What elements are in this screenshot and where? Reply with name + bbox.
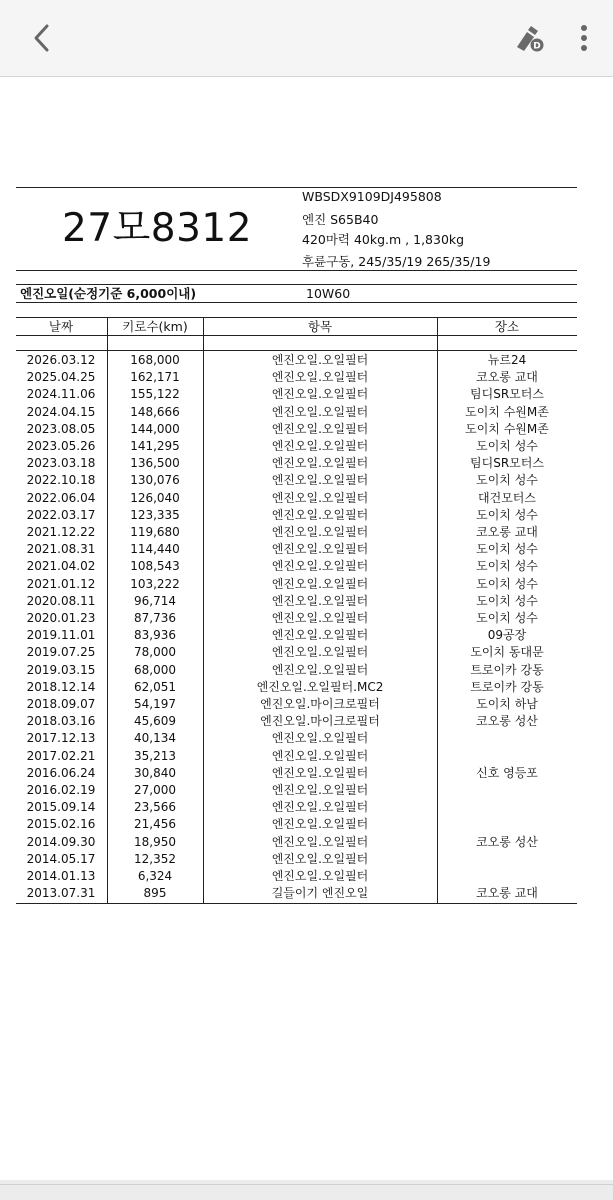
row-item: 엔진오일.오일필터 [271,869,369,883]
row-item: 엔진오일.마이크로필터 [260,697,380,711]
row-item: 엔진오일.오일필터 [271,525,369,539]
row-mileage: 87,736 [134,611,176,625]
row-item: 엔진오일.오일필터 [271,645,369,660]
row-date: 2024.04.15 [26,404,96,419]
row-place: 팀디SR모터스 [470,387,544,402]
table-top-rule [16,317,577,318]
row-place: 트로이카 강동 [470,662,544,677]
row-place: 09공장 [487,628,527,643]
row-item: 엔진오일.오일필터 [271,817,369,832]
row-mileage: 12,352 [134,851,176,866]
row-item: 엔진오일.오일필터 [271,611,369,625]
row-place: 도이치 수원M존 [465,421,549,436]
row-date: 2024.11.06 [26,387,96,402]
row-place: 도이치 동대문 [470,645,544,660]
row-item: 엔진오일.오일필터.MC2 [256,679,384,694]
row-place: 트로이카 강동 [470,679,544,694]
row-place: 도이치 성수 [476,576,538,591]
row-mileage: 27,000 [134,783,176,797]
row-mileage: 114,440 [130,542,180,557]
row-mileage: 162,171 [130,370,180,385]
row-mileage: 103,222 [130,576,180,591]
row-place: 팀디SR모터스 [470,456,544,471]
row-item: 엔진오일.오일필터 [271,456,369,471]
chevron-left-icon [26,20,62,56]
engine-text: 엔진 S65B40 [302,212,379,227]
row-item: 엔진오일.오일필터 [271,353,369,367]
row-item: 엔진오일.오일필터 [271,507,369,522]
oil-spec-value: 10W60 [306,286,351,301]
pen-edit-icon [511,20,547,56]
svg-text:D: D [533,41,541,52]
row-item: 엔진오일.오일필터 [271,593,369,608]
row-date: 2022.03.17 [26,507,96,522]
row-place: 도이치 수원M존 [465,404,549,419]
row-place: 도이치 성수 [476,559,538,574]
row-item: 엔진오일.오일필터 [271,576,369,591]
row-place: 코오롱 교대 [476,370,538,385]
row-item: 엔진오일.오일필터 [271,542,369,557]
row-place: 도이치 성수 [476,439,538,453]
row-mileage: 126,040 [130,490,180,505]
row-mileage: 141,295 [130,439,180,453]
row-date: 2014.09.30 [26,834,96,849]
row-mileage: 18,950 [134,834,176,849]
header-mileage: 키로수(km) [122,319,188,334]
row-place: 뉴르24 [487,353,527,367]
row-date: 2023.03.18 [26,456,96,471]
row-mileage: 62,051 [134,679,176,694]
row-date: 2022.06.04 [26,490,96,505]
row-mileage: 895 [143,886,167,901]
row-date: 2023.08.05 [26,421,96,436]
row-date: 2021.12.22 [26,525,96,539]
row-item: 엔진오일.오일필터 [271,783,369,797]
row-mileage: 30,840 [134,765,176,780]
edit-button[interactable] [511,20,547,56]
row-item: 엔진오일.오일필터 [271,800,369,815]
row-date: 2021.08.31 [26,542,96,557]
row-item: 엔진오일.오일필터 [271,559,369,574]
row-date: 2017.12.13 [26,731,96,746]
vin-text: WBSDX9109DJ495808 [302,189,442,204]
row-date: 2022.10.18 [26,473,96,488]
row-date: 2017.02.21 [26,748,96,763]
row-date: 2021.04.02 [26,559,96,574]
row-item: 엔진오일.오일필터 [271,404,369,419]
header-item: 항목 [307,319,333,334]
row-date: 2021.01.12 [26,576,96,591]
row-date: 2026.03.12 [26,353,96,367]
row-mileage: 23,566 [134,800,176,815]
row-mileage: 45,609 [134,714,176,729]
row-mileage: 136,500 [130,456,180,471]
row-item: 길들이기 엔진오일 [271,886,369,901]
row-mileage: 83,936 [134,628,176,643]
more-options-button[interactable] [570,20,598,56]
row-mileage: 108,543 [130,559,180,574]
row-place: 도이치 성수 [476,611,538,625]
row-place: 코오롱 교대 [476,886,538,901]
row-date: 2016.02.19 [26,783,96,797]
row-mileage: 35,213 [134,748,176,763]
row-date: 2018.09.07 [26,697,96,711]
row-date: 2020.01.23 [26,611,96,625]
row-date: 2013.07.31 [26,886,96,901]
row-item: 엔진오일.오일필터 [271,473,369,488]
row-mileage: 144,000 [130,421,180,436]
header-top-rule [16,187,577,188]
row-place: 도이치 하남 [476,697,538,711]
row-mileage: 78,000 [134,645,176,660]
row-mileage: 155,122 [130,387,180,402]
row-place: 도이치 성수 [476,542,538,557]
row-date: 2023.05.26 [26,439,96,453]
row-place: 대건모터스 [478,490,536,505]
row-date: 2019.03.15 [26,662,96,677]
power-weight-text: 420마력 40kg.m , 1,830kg [302,232,465,247]
row-item: 엔진오일.오일필터 [271,731,369,746]
row-mileage: 40,134 [134,731,176,746]
row-date: 2015.09.14 [26,800,96,815]
row-date: 2025.04.25 [26,370,96,385]
col-divider-1 [107,317,108,903]
row-item: 엔진오일.마이크로필터 [260,714,380,729]
row-item: 엔진오일.오일필터 [271,490,369,505]
row-mileage: 96,714 [134,593,176,608]
row-place: 코오롱 교대 [476,525,538,539]
row-mileage: 119,680 [130,525,180,539]
row-item: 엔진오일.오일필터 [271,370,369,385]
oil-spec-label: 엔진오일(순정기준 6,000이내) [20,286,197,301]
row-mileage: 68,000 [134,662,176,677]
table-blank-row-rule [16,350,577,351]
header-bottom-rule [16,270,577,271]
row-mileage: 6,324 [137,869,173,883]
table-bottom-rule [16,903,577,904]
row-mileage: 54,197 [134,697,176,711]
row-place: 코오롱 성산 [476,714,538,729]
row-place: 도이치 성수 [476,507,538,522]
oil-spec-bottom-rule [16,302,577,303]
row-item: 엔진오일.오일필터 [271,439,369,453]
header-place: 장소 [494,319,520,334]
row-item: 엔진오일.오일필터 [271,765,369,780]
app-bar [0,0,613,77]
license-plate: 27모8312 [61,206,253,251]
row-item: 엔진오일.오일필터 [271,834,369,849]
more-vert-icon [570,20,598,56]
row-mileage: 168,000 [130,353,180,367]
row-item: 엔진오일.오일필터 [271,662,369,677]
row-item: 엔진오일.오일필터 [271,387,369,402]
row-date: 2019.11.01 [26,628,96,643]
table-header-rule [16,335,577,336]
bottom-scroll-area [0,1180,613,1200]
back-button[interactable] [26,20,62,56]
drive-tires-text: 후륜구동, 245/35/19 265/35/19 [302,254,491,269]
row-mileage: 123,335 [130,507,180,522]
row-place: 코오롱 성산 [476,834,538,849]
col-divider-3 [437,317,438,903]
row-place: 도이치 성수 [476,473,538,488]
row-date: 2015.02.16 [26,817,96,832]
row-item: 엔진오일.오일필터 [271,851,369,866]
row-mileage: 130,076 [130,473,180,488]
row-date: 2014.01.13 [26,869,96,883]
row-item: 엔진오일.오일필터 [271,421,369,436]
row-date: 2019.07.25 [26,645,96,660]
row-item: 엔진오일.오일필터 [271,748,369,763]
row-place: 도이치 성수 [476,593,538,608]
row-date: 2018.03.16 [26,714,96,729]
header-date: 날짜 [48,319,74,334]
row-mileage: 21,456 [134,817,176,832]
col-divider-2 [203,317,204,903]
row-mileage: 148,666 [130,404,180,419]
row-date: 2014.05.17 [26,851,96,866]
row-item: 엔진오일.오일필터 [271,628,369,643]
row-date: 2016.06.24 [26,765,96,780]
row-place: 신호 영등포 [476,765,538,780]
row-date: 2020.08.11 [26,593,96,608]
row-date: 2018.12.14 [26,679,96,694]
